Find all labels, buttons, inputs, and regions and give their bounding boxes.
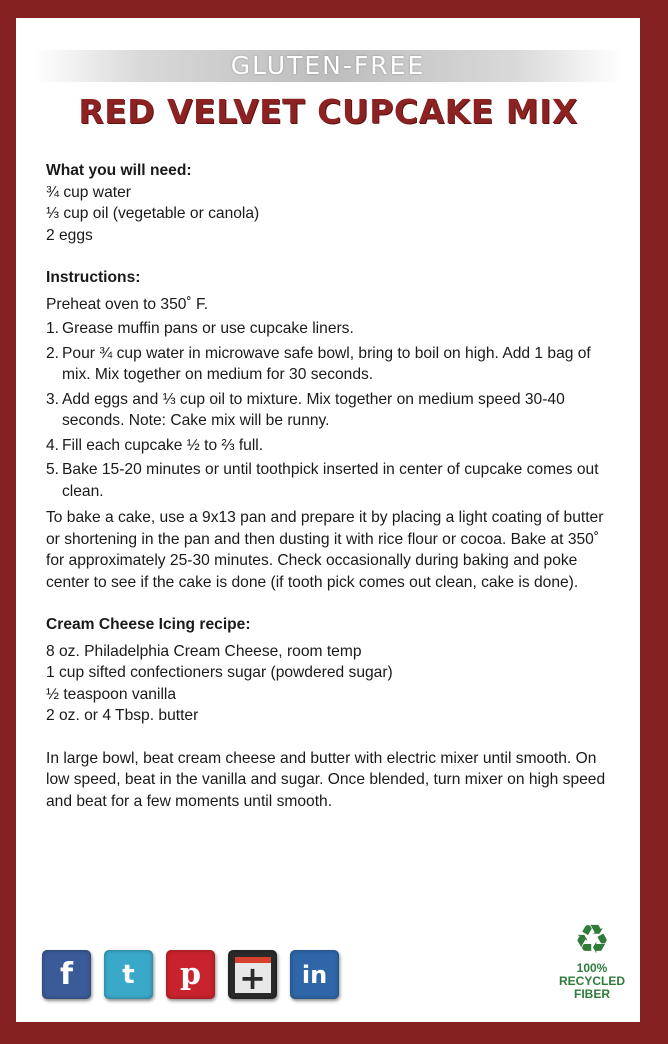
icing-heading: Cream Cheese Icing recipe: [46,616,251,633]
facebook-glyph: f [59,957,74,992]
recycle-icon: ♻ [574,917,610,963]
step-item [46,459,616,502]
twitter-icon[interactable] [104,950,153,999]
icing-item: 2 oz. or 4 Tbsp. butter [46,707,199,724]
step-text: Bake 15-20 minutes or until toothpick inserted in center of cupcake comes out clean. [62,461,599,500]
step-number: 5. [46,461,60,478]
step-item [46,435,616,457]
recycled-line3: FIBER [574,987,610,1001]
step-number: 4. [46,436,60,454]
gluten-free-banner [34,50,622,82]
pinterest-icon[interactable] [166,950,215,999]
need-item: ¾ cup water [46,183,131,201]
recipe-card [16,18,640,1022]
google-plus-glyph: + [239,958,266,997]
icing-item: 8 oz. Philadelphia Cream Cheese, room temp [46,642,362,660]
facebook-icon[interactable] [42,950,91,999]
step-text: Grease muffin pans or use cupcake liners. [62,320,354,337]
recipe-content [46,160,616,812]
step-text: Pour ¾ cup water in microwave safe bowl, bring to boil on high. Add 1 bag of mix. Mix together on medium for 30 seconds. [62,344,591,383]
recycled-badge [552,918,632,1001]
step-number: 1. [46,320,60,337]
need-heading: What you will need: [46,162,192,179]
google-plus-icon[interactable] [228,950,277,999]
need-item: ⅓ cup oil (vegetable or canola) [46,205,260,222]
social-links [42,950,339,999]
twitter-glyph: t [122,959,135,990]
step-number: 3. [46,390,60,408]
instruction-steps [46,318,616,502]
step-item [46,343,616,386]
step-item [46,389,616,432]
instructions-heading: Instructions: [46,269,141,286]
linkedin-icon[interactable] [290,950,339,999]
banner-text: GLUTEN-FREE [230,51,426,80]
cake-note: To bake a cake, use a 9x13 pan and prepare it by placing a light coating of butter or shortening in the pan and then dusting it with rice flour or cocoa. Bake at 350˚ for approximately 25-30 minutes. Check occasionally during baking and poke center to see if the cake is done (if tooth pick comes out clean, cake is done). [46,509,604,591]
need-item: 2 eggs [46,226,93,244]
step-number: 2. [46,344,60,362]
icing-item: ½ teaspoon vanilla [46,685,177,703]
step-text: Add eggs and ⅓ cup oil to mixture. Mix together on medium speed 30-40 seconds. Note: Cake mix will be runny. [62,390,565,429]
icing-item: 1 cup sifted confectioners sugar (powdered sugar) [46,664,393,681]
product-title: RED VELVET CUPCAKE MIX [78,92,578,131]
pinterest-glyph: p [180,957,201,992]
linkedin-glyph: in [301,960,328,989]
step-text: Fill each cupcake ½ to ⅔ full. [62,436,264,454]
icing-method: In large bowl, beat cream cheese and butter with electric mixer until smooth. On low speed, beat in the vanilla and sugar. Once blended, turn mixer on high speed and beat for a few moments until smooth. [46,749,606,810]
step-item [46,318,616,340]
recycled-line2: RECYCLED [558,974,625,988]
recycled-line1: 100% [576,961,608,975]
preheat-text: Preheat oven to 350˚ F. [46,295,209,313]
